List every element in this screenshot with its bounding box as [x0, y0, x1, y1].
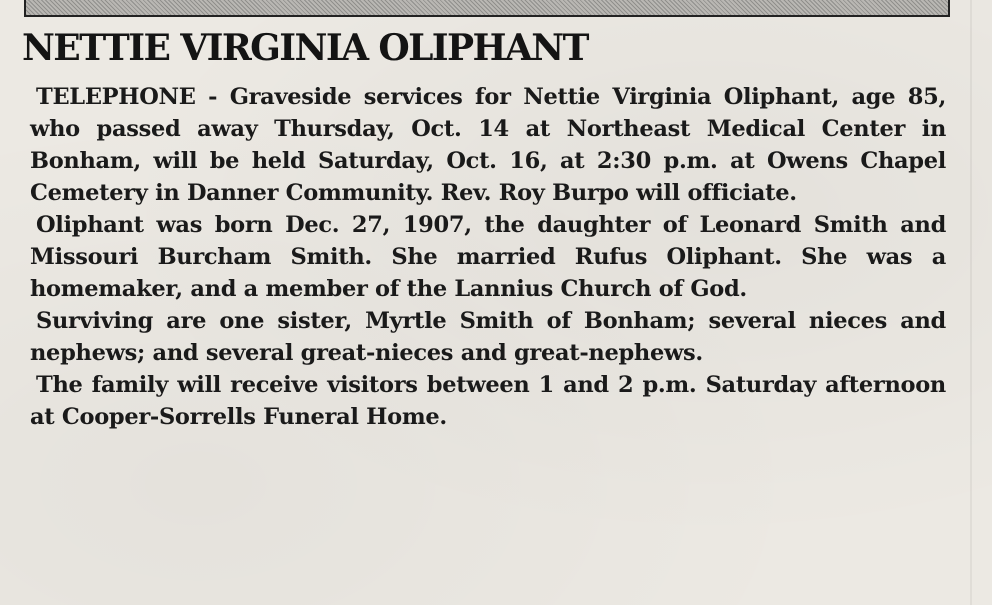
obituary-body: [30, 81, 946, 433]
paragraph-biography: Oliphant was born Dec. 27, 1907, the daughter of Leonard Smith and Missouri Burcham Smith. She married Rufus Oliphant. She was a homemaker, and a member of the Lannius Church of God.: [30, 212, 946, 302]
paragraph-survivors: Surviving are one sister, Myrtle Smith of Bonham; several nieces and nephews; and several great-nieces and great-nephews.: [30, 308, 946, 366]
obituary-headline: NETTIE VIRGINIA OLIPHANT: [22, 27, 588, 69]
top-hatched-border: [24, 0, 950, 17]
paragraph-services: TELEPHONE - Graveside services for Nettie Virginia Oliphant, age 85, who passed away Thursday, Oct. 14 at Northeast Medical Center in Bonham, will be held Saturday, Oct. 16, at 2:30 p.m. at Owens Chapel Cemetery in Danner Community. Rev. Roy Burpo will officiate.: [30, 84, 946, 206]
paragraph-visitation: The family will receive visitors between 1 and 2 p.m. Saturday afternoon at Cooper-Sorrells Funeral Home.: [30, 372, 946, 430]
page-edge-shadow: [970, 0, 972, 605]
